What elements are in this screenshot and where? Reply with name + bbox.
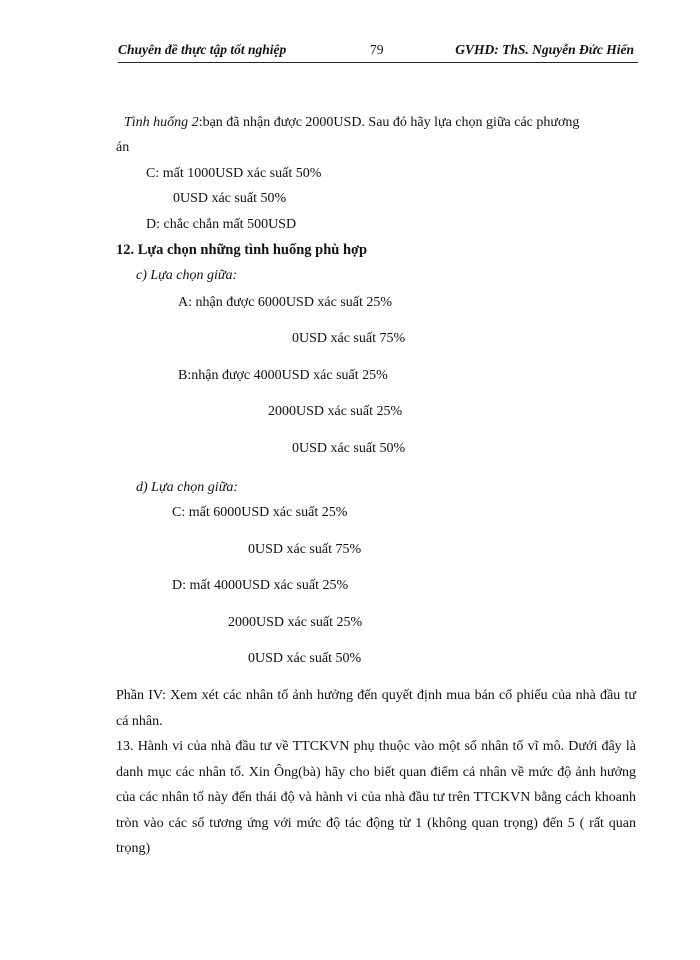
situation2-option-c-2: 0USD xác suất 50% — [173, 191, 287, 206]
part-c-option-a-1: A: nhận được 6000USD xác suất 25% — [178, 295, 393, 310]
part-d-option-d-1: D: mất 4000USD xác suất 25% — [172, 578, 349, 593]
situation2-line — [124, 114, 579, 132]
part-c-option-b-1: B:nhận được 4000USD xác suất 25% — [178, 368, 388, 383]
header-thesis-title: Chuyên đề thực tập tốt nghiệp — [118, 42, 287, 57]
part-c-option-a-2: 0USD xác suất 75% — [292, 331, 406, 346]
part-d-option-d-2: 2000USD xác suất 25% — [228, 615, 363, 630]
part-d-option-c-1: C: mất 6000USD xác suất 25% — [172, 505, 348, 520]
section12-title: 12. Lựa chọn những tình huống phù hợp — [116, 242, 368, 258]
part4-paragraph: Phần IV: Xem xét các nhân tố ảnh hưởng đến quyết định mua bán cổ phiếu của nhà đầu tư cá nhân. — [116, 688, 636, 729]
part-c-label: c) Lựa chọn giữa: — [136, 268, 238, 283]
part-d-option-d-3: 0USD xác suất 50% — [248, 651, 362, 666]
page-header — [118, 40, 638, 63]
situation2-option-c-1: C: mất 1000USD xác suất 50% — [146, 166, 322, 181]
situation2-option-d: D: chắc chắn mất 500USD — [146, 217, 297, 232]
part-d-label: d) Lựa chọn giữa: — [136, 480, 238, 495]
situation2-text: :bạn đã nhận được 2000USD. Sau đó hãy lựa chọn giữa các phương — [198, 115, 580, 130]
header-page-number: 79 — [370, 42, 384, 57]
situation2-text-cont: án — [116, 140, 130, 155]
part-c-option-b-3: 0USD xác suất 50% — [292, 441, 406, 456]
situation2-label: Tình huống 2 — [124, 115, 199, 130]
part-c-option-b-2: 2000USD xác suất 25% — [268, 404, 403, 419]
question-13-paragraph: 13. Hành vi của nhà đầu tư về TTCKVN phụ thuộc vào một số nhân tố vĩ mô. Dưới đây là danh mục các nhân tố. Xin Ông(bà) hãy cho biết quan điểm cá nhân về mức độ ảnh hưởng của các nhân tố này đến thái độ và hành vi của nhà đầu tư trên TTCKVN bằng cách khoanh tròn vào các số tương ứng với mức độ tác động từ 1 (không quan trọng) đến 5 ( rất quan trọng) — [116, 739, 636, 856]
header-supervisor: GVHD: ThS. Nguyễn Đức Hiển — [455, 42, 634, 57]
part-d-option-c-2: 0USD xác suất 75% — [248, 542, 362, 557]
